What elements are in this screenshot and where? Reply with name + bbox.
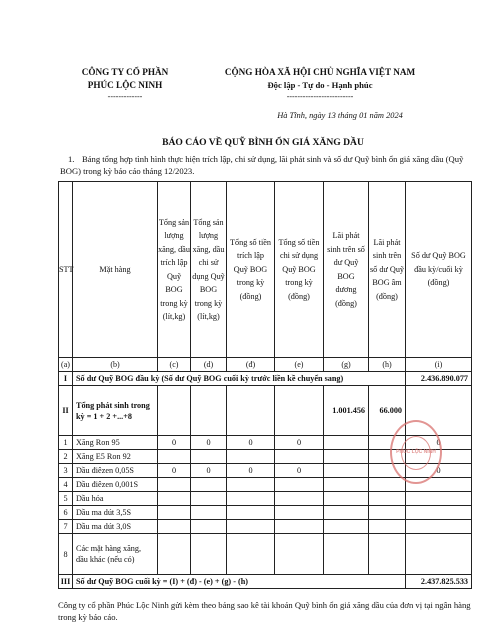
report-title: BÁO CÁO VỀ QUỸ BÌNH ỔN GIÁ XĂNG DẦU bbox=[162, 137, 364, 148]
letter-dd: (đ) bbox=[227, 358, 275, 372]
report-table bbox=[58, 181, 472, 589]
row-III-label: Số dư Quỹ BOG cuối kỳ = (I) + (đ) - (e) + (g) - (h) bbox=[73, 575, 406, 589]
header-amount-used: Tổng số tiền chi sử dụng Quỹ BOG trong kỳ (đồng) bbox=[275, 182, 324, 358]
company-header bbox=[70, 66, 180, 102]
table-row: 6 Dầu ma dút 3,5S bbox=[59, 506, 472, 520]
table-row: 2 Xăng E5 Ron 92 bbox=[59, 450, 472, 464]
letter-i: (i) bbox=[406, 358, 472, 372]
company-seal-text: PHÚC LỘC NINH bbox=[396, 449, 436, 455]
table-row: 1 Xăng Ron 95 0 0 0 0 0 bbox=[59, 436, 472, 450]
header-volume-allocated: Tổng sản lượng xăng, dầu trích lập Quỹ BOG trong kỳ (lít,kg) bbox=[158, 182, 191, 358]
row-III-stt: III bbox=[59, 575, 73, 589]
row-I-balance: 2.436.890.077 bbox=[406, 372, 472, 386]
dateline: Hà Tĩnh, ngày 13 tháng 01 năm 2024 bbox=[277, 111, 403, 120]
header-amount-allocated: Tổng số tiền trích lập Quỹ BOG trong kỳ (đồng) bbox=[227, 182, 275, 358]
company-name-line1: CÔNG TY CỔ PHẦN bbox=[81, 67, 169, 77]
nation-header bbox=[190, 66, 450, 102]
row-II-interest-negative: 66.000 bbox=[369, 386, 406, 436]
table-row-opening-balance bbox=[59, 372, 472, 386]
nation-separator: ------------------------- bbox=[286, 92, 354, 101]
letter-b: (b) bbox=[73, 358, 158, 372]
table-row: 4 Dầu điêzen 0,001S bbox=[59, 478, 472, 492]
company-separator: ------------- bbox=[107, 92, 143, 101]
intro-text: Bảng tổng hợp tình hình thực hiện trích lập, chi sử dụng, lãi phát sinh và số dư Quỹ bình ổn giá xăng dầu (Quỹ BOG) trong kỳ báo cáo tháng 12/2023. bbox=[60, 154, 464, 176]
header-interest-negative: Lãi phát sinh trên số dư Quỹ BOG âm (đồng) bbox=[369, 182, 406, 358]
header-item: Mặt hàng bbox=[73, 182, 158, 358]
table-row: 8 Các mặt hàng xăng, dầu khác (nếu có) bbox=[59, 534, 472, 575]
row-II-interest-positive: 1.001.456 bbox=[324, 386, 369, 436]
header-interest-positive: Lãi phát sinh trên số dư Quỹ BOG dương (đồng) bbox=[324, 182, 369, 358]
intro-number: 1. bbox=[68, 154, 75, 164]
letter-e: (e) bbox=[275, 358, 324, 372]
header-balance: Số dư Quỹ BOG đầu kỳ/cuối kỳ (đồng) bbox=[406, 182, 472, 358]
footnote: Công ty cổ phần Phúc Lộc Ninh gửi kèm theo bảng sao kê tài khoản Quỹ bình ổn giá xăng dầu của đơn vị tại ngân hàng trong kỳ báo cáo. bbox=[58, 600, 471, 622]
row-II-stt: II bbox=[59, 386, 73, 436]
letter-a: (a) bbox=[59, 358, 73, 372]
letter-c: (c) bbox=[158, 358, 191, 372]
table-row-closing-balance bbox=[59, 575, 472, 589]
letter-g: (g) bbox=[324, 358, 369, 372]
table-row: 3 Dầu điêzen 0,05S 0 0 0 0 0 bbox=[59, 464, 472, 478]
row-III-balance: 2.437.825.533 bbox=[406, 575, 472, 589]
column-letter-row bbox=[59, 358, 472, 372]
intro-paragraph bbox=[60, 153, 470, 177]
table-row: 7 Dầu ma dút 3,0S bbox=[59, 520, 472, 534]
row-I-label: Số dư Quỹ BOG đầu kỳ (Số dư Quỹ BOG cuối kỳ trước liền kề chuyển sang) bbox=[73, 372, 406, 386]
letter-d: (d) bbox=[191, 358, 227, 372]
header-stt: STT bbox=[59, 182, 73, 358]
company-name-line2: PHÚC LỘC NINH bbox=[87, 80, 163, 90]
header-volume-used: Tổng sản lượng xăng, dầu chi sử dụng Quỹ BOG trong kỳ (lít,kg) bbox=[191, 182, 227, 358]
table-row: 5 Dầu hỏa bbox=[59, 492, 472, 506]
company-seal bbox=[390, 420, 442, 484]
row-II-label: Tổng phát sinh trong kỳ = 1 + 2 +...+8 bbox=[73, 386, 158, 436]
table-header-row bbox=[59, 182, 472, 358]
row-I-stt: I bbox=[59, 372, 73, 386]
letter-h: (h) bbox=[369, 358, 406, 372]
nation-motto: Độc lập - Tự do - Hạnh phúc bbox=[267, 80, 373, 90]
nation-name: CỘNG HÒA XÃ HỘI CHỦ NGHĨA VIỆT NAM bbox=[224, 67, 416, 77]
